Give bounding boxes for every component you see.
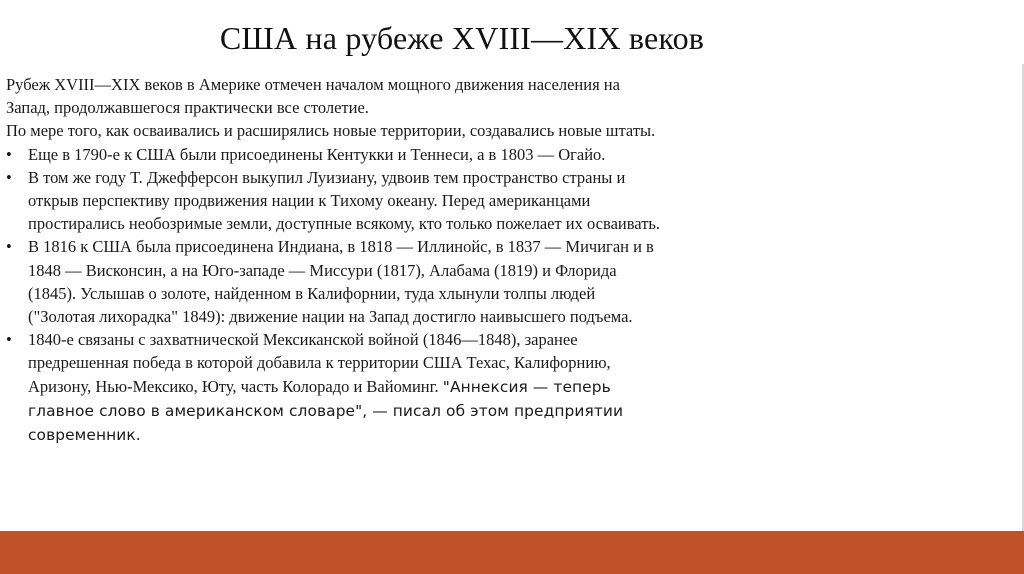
bullet-icon: • bbox=[6, 237, 12, 257]
bullet-item-2 bbox=[6, 166, 666, 236]
bullet-icon: • bbox=[6, 144, 12, 164]
intro-paragraph-2: По мере того, как осваивались и расширялись новые территории, создавались новые штаты. bbox=[6, 121, 656, 141]
bullet-text: В том же году Т. Джефферсон выкупил Луизиану, удвоив тем пространство страны и открыв перспективу продвижения нации к Тихому океану. Перед американцами простирались необозримые земли, доступные всякому, кто только пожелает их осваивать. bbox=[28, 167, 661, 234]
slide-title: США на рубеже XVIII—XIX веков bbox=[219, 20, 705, 56]
bullet-list bbox=[6, 143, 666, 448]
slide-body bbox=[6, 73, 666, 447]
bullet-text: 1840-е связаны с захватнической Мексиканской войной (1846—1848), заранее предрешенная победа в которой добавила к территории США Техас, Калифорнию, Аризону, Нью-Мексико, Юту, часть Колорадо и Вайоминг. bbox=[28, 330, 611, 396]
bullet-item-4 bbox=[6, 328, 666, 447]
intro-paragraph-1: Рубеж XVIII—XIX веков в Америке отмечен началом мощного движения населения на Запад, продолжавшегося практически все столетие. bbox=[6, 75, 620, 118]
bullet-text: Еще в 1790-е к США были присоединены Кентукки и Теннеси, а в 1803 — Огайо. bbox=[28, 144, 606, 164]
bullet-text: В 1816 к США была присоединена Индиана, в 1818 — Иллинойс, в 1837 — Мичиган и в 1848 — Висконсин, а на Юго-западе — Миссури (1817), Алабама (1819) и Флорида (1845). Услышав о золоте, найденном в Калифорнии, туда хлынули толпы людей ("Золотая лихорадка" 1849): движение нации на Запад достигло наивысшего подъема. bbox=[28, 237, 654, 327]
bullet-item-1 bbox=[6, 143, 666, 166]
bullet-quote: "Аннексия — теперь главное слово в американском словаре", — писал об этом предприятии современник. bbox=[28, 377, 624, 445]
footer-accent-bar bbox=[0, 531, 1024, 574]
bullet-item-3 bbox=[6, 235, 666, 328]
bullet-icon: • bbox=[6, 330, 12, 350]
bullet-icon: • bbox=[6, 167, 12, 187]
